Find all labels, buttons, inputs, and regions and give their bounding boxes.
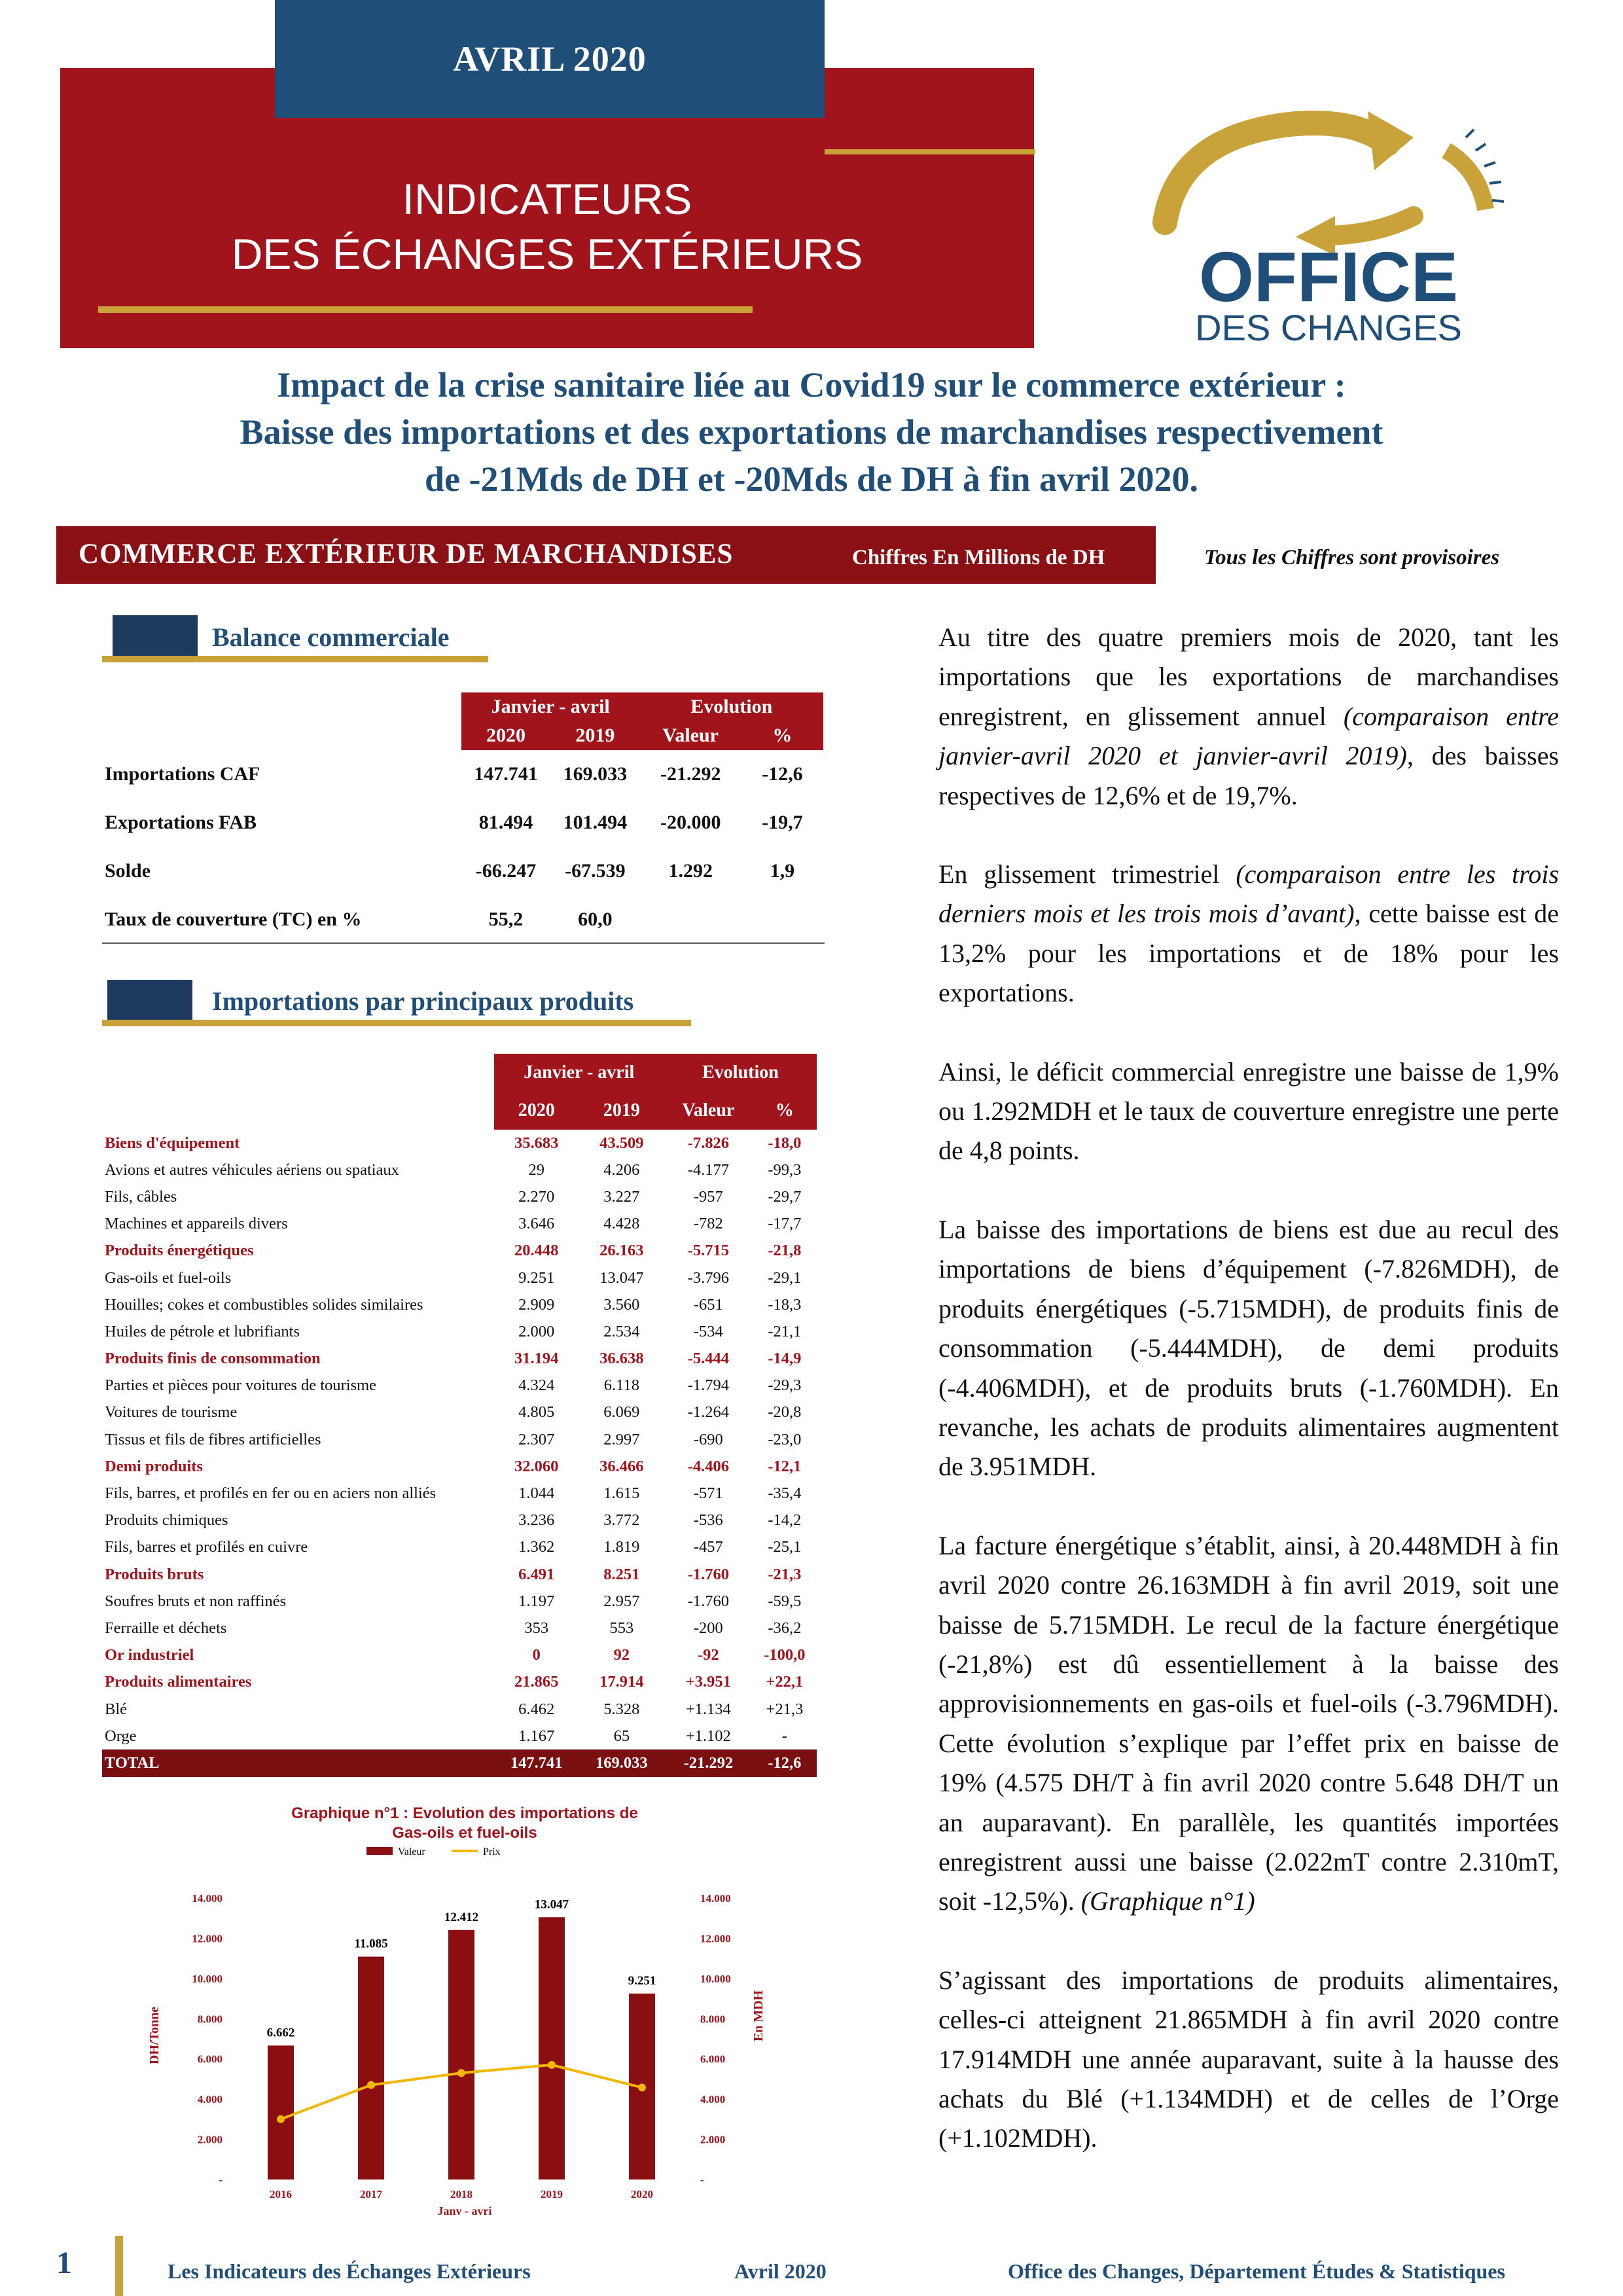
price-point bbox=[638, 2083, 646, 2091]
row-label: Ferraille et déchets bbox=[105, 1619, 227, 1637]
value-2020: 3.236 bbox=[518, 1511, 555, 1530]
y-tick-left: 4.000 bbox=[197, 2093, 223, 2106]
y-tick-right: 6.000 bbox=[700, 2053, 726, 2066]
col-pct: % bbox=[741, 721, 823, 750]
value-change: +1.134 bbox=[685, 1700, 731, 1718]
provisional-note: Tous les Chiffres sont provisoires bbox=[1204, 546, 1500, 569]
row-label: Fils, barres, et profilés en fer ou en aciers non alliés bbox=[105, 1484, 437, 1503]
value-2019: 2.534 bbox=[603, 1322, 640, 1340]
row-label: Solde bbox=[105, 860, 151, 882]
value-2020: 3.646 bbox=[518, 1215, 555, 1233]
table-row bbox=[102, 1615, 817, 1641]
p1-italic: (comparaison entre janvier-avril 2020 et janvier-avril 2019) bbox=[938, 701, 1559, 771]
headline-line-1: Impact de la crise sanitaire liée au Covid19 sur le commerce extérieur : bbox=[277, 365, 1346, 404]
date-label: AVRIL 2020 bbox=[453, 39, 647, 79]
row-label: Produits finis de consommation bbox=[105, 1350, 321, 1368]
row-label: Taux de couverture (TC) en % bbox=[105, 908, 362, 930]
value-change: -1.794 bbox=[687, 1376, 729, 1395]
paragraph-1 bbox=[938, 618, 1559, 816]
value-pct: -12,6 bbox=[753, 1749, 817, 1776]
x-tick: 2017 bbox=[360, 2188, 382, 2200]
subhead-box bbox=[107, 980, 192, 1023]
value-2020: 0 bbox=[532, 1646, 541, 1664]
value-change: +3.951 bbox=[685, 1673, 731, 1691]
col-period: Janvier - avril bbox=[461, 692, 640, 721]
y-tick-left: 2.000 bbox=[197, 2133, 223, 2146]
value-pct: -14,2 bbox=[768, 1511, 802, 1530]
col-2020: 2020 bbox=[494, 1092, 579, 1130]
value-2019: 8.251 bbox=[603, 1565, 640, 1583]
p2-italic: (comparaison entre les trois derniers mois et les trois mois d’avant) bbox=[938, 859, 1560, 929]
balance-heading: Balance commerciale bbox=[212, 622, 450, 652]
value-2019: 36.466 bbox=[599, 1457, 644, 1475]
gasoil-chart bbox=[147, 1800, 779, 2219]
y-tick-right: 8.000 bbox=[700, 2013, 726, 2026]
bar-label: 6.662 bbox=[266, 2026, 295, 2040]
value-2019: 169.033 bbox=[579, 1749, 664, 1776]
col-pct: % bbox=[753, 1092, 817, 1130]
value-change: -7.826 bbox=[687, 1134, 729, 1152]
value-change: -4.177 bbox=[687, 1160, 729, 1179]
bar-label: 12.412 bbox=[444, 1910, 479, 1924]
row-label: Orge bbox=[105, 1727, 137, 1745]
value-change: +1.102 bbox=[685, 1727, 731, 1745]
category-row bbox=[102, 1561, 817, 1588]
row-label: Tissus et fils de fibres artificielles bbox=[105, 1430, 321, 1448]
headline-line-3: de -21Mds de DH et -20Mds de DH à fin avril 2020. bbox=[425, 459, 1198, 499]
bar-2018 bbox=[448, 1930, 474, 2179]
value-change: -782 bbox=[693, 1215, 723, 1233]
y-tick-left: - bbox=[219, 2174, 223, 2186]
value-2020: 20.448 bbox=[514, 1242, 559, 1260]
price-point bbox=[277, 2115, 285, 2123]
x-tick: 2020 bbox=[631, 2188, 653, 2200]
value-pct: 1,9 bbox=[770, 860, 795, 882]
y-tick-left: 8.000 bbox=[197, 2013, 223, 2026]
value-change: -1.760 bbox=[687, 1592, 729, 1610]
value-pct: -14,9 bbox=[768, 1350, 802, 1368]
col-evolution: Evolution bbox=[664, 1054, 817, 1092]
p1-text: Au titre des quatre premiers mois de 2020, tant les importations que les exportations de marchandises enregistrent, en glissement annuel bbox=[938, 622, 1559, 731]
value-change: 1.292 bbox=[668, 860, 713, 882]
value-change: -4.406 bbox=[687, 1457, 729, 1475]
bar-2016 bbox=[268, 2045, 294, 2179]
category-row bbox=[102, 1453, 817, 1480]
table-row bbox=[102, 1480, 817, 1507]
value-pct: -59,5 bbox=[768, 1592, 802, 1610]
row-label: Parties et pièces pour voitures de tourisme bbox=[105, 1376, 377, 1395]
value-change: -571 bbox=[693, 1484, 723, 1503]
x-axis-label: Janv - avri bbox=[437, 2204, 492, 2217]
value-2019: 2.957 bbox=[603, 1592, 640, 1610]
subhead-rule bbox=[102, 656, 488, 662]
value-2020: 6.491 bbox=[518, 1565, 555, 1583]
value-pct: -29,7 bbox=[768, 1187, 802, 1206]
table-row bbox=[102, 1211, 817, 1238]
col-2019: 2019 bbox=[550, 721, 639, 750]
body-text bbox=[938, 618, 1559, 2198]
value-2019: 4.428 bbox=[603, 1215, 640, 1233]
value-change: -1.264 bbox=[687, 1403, 729, 1422]
footer-department: Office des Changes, Département Études & Statistiques bbox=[1008, 2259, 1505, 2283]
value-pct bbox=[741, 895, 823, 944]
x-tick: 2016 bbox=[270, 2188, 292, 2200]
legend-swatch-valeur bbox=[366, 1847, 393, 1855]
row-label: Soufres bruts et non raffinés bbox=[105, 1592, 287, 1610]
y-tick-right: - bbox=[700, 2174, 704, 2186]
row-label: Produits bruts bbox=[105, 1565, 204, 1583]
col-valeur: Valeur bbox=[664, 1092, 753, 1130]
category-row bbox=[102, 1346, 817, 1372]
value-pct: -19,7 bbox=[762, 812, 803, 833]
row-label: Avions et autres véhicules aériens ou spatiaux bbox=[105, 1160, 399, 1179]
table-row bbox=[102, 1183, 817, 1210]
y-tick-left: 14.000 bbox=[192, 1892, 223, 1905]
row-label: Blé bbox=[105, 1700, 128, 1718]
value-change: -690 bbox=[693, 1430, 723, 1448]
value-2020: 2.270 bbox=[518, 1187, 555, 1206]
bar-2017 bbox=[358, 1957, 384, 2179]
subhead-rule bbox=[102, 1020, 691, 1026]
table-row bbox=[102, 1507, 817, 1534]
row-label: Importations CAF bbox=[105, 763, 260, 785]
value-2020: 147.741 bbox=[494, 1749, 579, 1776]
col-2019: 2019 bbox=[579, 1092, 664, 1130]
value-2019: 6.069 bbox=[603, 1403, 640, 1422]
row-label: Huiles de pétrole et lubrifiants bbox=[105, 1322, 300, 1340]
value-pct: -99,3 bbox=[768, 1160, 802, 1179]
value-2020: 2.909 bbox=[518, 1295, 555, 1314]
value-2019: 65 bbox=[613, 1727, 630, 1745]
category-row bbox=[102, 1130, 817, 1157]
paragraph-3: Ainsi, le déficit commercial enregistre une baisse de 1,9% ou 1.292MDH et le taux de couverture enregistre une perte de 4,8 points. bbox=[938, 1056, 1559, 1166]
value-change: -21.292 bbox=[660, 763, 721, 785]
value-pct: -12,1 bbox=[768, 1457, 802, 1475]
y-axis-label-right: En MDH bbox=[751, 1990, 766, 2042]
value-2020: 81.494 bbox=[478, 812, 533, 833]
value-pct: -17,7 bbox=[768, 1215, 802, 1233]
value-change: -21.292 bbox=[664, 1749, 753, 1776]
y-tick-left: 6.000 bbox=[197, 2053, 223, 2066]
value-2019: 6.118 bbox=[603, 1376, 639, 1395]
table-row bbox=[102, 750, 823, 798]
chart-title-line-2: Gas-oils et fuel-oils bbox=[392, 1824, 537, 1842]
value-2020: 31.194 bbox=[514, 1350, 559, 1368]
p1-text-end: , des baisses respectives de 12,6% et de 19,7%. bbox=[938, 741, 1560, 810]
imports-table bbox=[102, 1054, 817, 1777]
page-number: 1 bbox=[56, 2246, 72, 2280]
value-pct: -29,1 bbox=[768, 1268, 802, 1287]
value-change: -534 bbox=[693, 1322, 723, 1340]
value-2020: 2.307 bbox=[518, 1430, 555, 1448]
x-tick: 2019 bbox=[541, 2188, 563, 2200]
value-2020: 6.462 bbox=[518, 1700, 555, 1718]
value-change: -20.000 bbox=[660, 812, 721, 833]
price-point bbox=[548, 2061, 556, 2069]
office-des-changes-logo bbox=[1139, 98, 1518, 347]
value-pct: - bbox=[781, 1727, 787, 1745]
value-pct: -12,6 bbox=[762, 763, 803, 785]
value-pct: -21,1 bbox=[768, 1322, 802, 1340]
headline bbox=[79, 361, 1544, 503]
col-valeur: Valeur bbox=[640, 721, 741, 750]
row-label: Biens d'équipement bbox=[105, 1134, 240, 1152]
paragraph-5 bbox=[938, 1526, 1559, 1922]
value-2019: 3.560 bbox=[603, 1295, 640, 1314]
value-change: -957 bbox=[693, 1187, 723, 1206]
y-tick-left: 12.000 bbox=[192, 1932, 223, 1945]
title-line-1: INDICATEURS bbox=[402, 175, 692, 223]
value-2019: 36.638 bbox=[599, 1350, 644, 1368]
value-2019: 169.033 bbox=[563, 763, 628, 785]
row-label: Gas-oils et fuel-oils bbox=[105, 1268, 232, 1287]
row-label: Fils, barres et profilés en cuivre bbox=[105, 1538, 308, 1556]
value-2020: 9.251 bbox=[518, 1268, 555, 1287]
bar-label: 11.085 bbox=[354, 1937, 388, 1951]
value-2019: 92 bbox=[613, 1646, 630, 1664]
col-2020: 2020 bbox=[461, 721, 550, 750]
value-pct: -21,3 bbox=[768, 1565, 802, 1583]
price-point bbox=[457, 2069, 465, 2077]
imports-heading: Importations par principaux produits bbox=[212, 986, 634, 1016]
value-2019: 553 bbox=[609, 1619, 634, 1637]
row-label: Fils, câbles bbox=[105, 1187, 177, 1206]
row-label: Voitures de tourisme bbox=[105, 1403, 238, 1422]
value-change bbox=[640, 895, 741, 944]
table-row bbox=[102, 1372, 817, 1399]
value-change: -200 bbox=[693, 1619, 723, 1637]
row-label: Produits énergétiques bbox=[105, 1242, 254, 1260]
value-2020: 1.044 bbox=[518, 1484, 555, 1503]
value-2020: -66.247 bbox=[475, 860, 537, 882]
balance-table bbox=[102, 692, 823, 944]
y-tick-right: 4.000 bbox=[700, 2093, 726, 2106]
value-2019: 2.997 bbox=[603, 1430, 640, 1448]
x-tick: 2018 bbox=[450, 2188, 473, 2200]
section-title: COMMERCE EXTÉRIEUR DE MARCHANDISES bbox=[79, 539, 734, 569]
p2-text: En glissement trimestriel bbox=[938, 859, 1236, 889]
row-label: Produits alimentaires bbox=[105, 1673, 252, 1691]
value-change: -92 bbox=[698, 1646, 719, 1664]
value-pct: -18,3 bbox=[768, 1295, 802, 1314]
value-pct: -25,1 bbox=[768, 1538, 802, 1556]
logo-text-office: OFFICE bbox=[1199, 237, 1458, 316]
chart-legend bbox=[366, 1846, 501, 1857]
table-row bbox=[102, 847, 823, 895]
footer-publication: Les Indicateurs des Échanges Extérieurs bbox=[168, 2259, 531, 2283]
category-row bbox=[102, 1669, 817, 1696]
value-2020: 4.324 bbox=[518, 1376, 555, 1395]
p5-italic: (Graphique n°1) bbox=[1080, 1886, 1255, 1916]
value-2019: 13.047 bbox=[599, 1268, 644, 1287]
gold-rule bbox=[825, 149, 1035, 154]
value-change: -651 bbox=[693, 1295, 723, 1314]
paragraph-4: La baisse des importations de biens est due au recul des importations de biens d’équipement (-7.826MDH), de produits énergétiques (-5.715MDH), de produits finis de consommation (-5.444MDH), de demi produits (-4.406MDH), et de produits bruts (-1.760MDH). En revanche, les achats de produits alimentaires augmentent de 3.951MDH. bbox=[938, 1214, 1559, 1482]
value-2020: 4.805 bbox=[518, 1403, 555, 1422]
value-pct: +21,3 bbox=[766, 1700, 804, 1718]
value-2019: 1.615 bbox=[603, 1484, 640, 1503]
table-row bbox=[102, 1291, 817, 1318]
y-tick-right: 2.000 bbox=[700, 2133, 726, 2146]
value-2019: 26.163 bbox=[599, 1242, 644, 1260]
footer-date: Avril 2020 bbox=[734, 2259, 827, 2283]
value-change: -5.715 bbox=[687, 1242, 729, 1260]
paragraph-2 bbox=[938, 855, 1559, 1013]
y-tick-right: 10.000 bbox=[700, 1972, 731, 1985]
value-pct: -100,0 bbox=[764, 1646, 806, 1664]
table-row bbox=[102, 895, 823, 944]
bar-2019 bbox=[539, 1917, 565, 2179]
gold-rule bbox=[98, 306, 753, 313]
y-axis-label-left: DH/Tonne bbox=[147, 2006, 162, 2065]
table-row bbox=[102, 1265, 817, 1291]
value-2019: 4.206 bbox=[603, 1160, 640, 1179]
value-2020: 353 bbox=[524, 1619, 549, 1637]
row-label: Produits chimiques bbox=[105, 1511, 228, 1530]
row-label: Demi produits bbox=[105, 1457, 203, 1475]
title-line-2: DES ÉCHANGES EXTÉRIEURS bbox=[231, 230, 863, 278]
value-change: -1.760 bbox=[687, 1565, 729, 1583]
value-2020: 32.060 bbox=[514, 1457, 559, 1475]
footer-rule bbox=[115, 2236, 123, 2296]
value-2019: 3.772 bbox=[603, 1511, 640, 1530]
y-tick-right: 14.000 bbox=[700, 1892, 731, 1905]
value-change: -536 bbox=[693, 1511, 723, 1530]
col-period: Janvier - avril bbox=[494, 1054, 664, 1092]
value-pct: +22,1 bbox=[766, 1673, 804, 1691]
value-2020: 29 bbox=[528, 1160, 544, 1179]
value-2020: 147.741 bbox=[474, 763, 538, 785]
p2-text-end: , cette baisse est de 13,2% pour les importations et de 18% pour les exportations. bbox=[938, 899, 1559, 1008]
value-2019: 1.819 bbox=[603, 1538, 640, 1556]
table-row bbox=[102, 1426, 817, 1453]
price-point bbox=[367, 2081, 375, 2089]
value-pct: -18,0 bbox=[768, 1134, 802, 1152]
value-pct: -29,3 bbox=[768, 1376, 802, 1395]
row-label: Or industriel bbox=[105, 1646, 194, 1664]
value-pct: -21,8 bbox=[768, 1242, 802, 1260]
value-2019: 43.509 bbox=[599, 1134, 644, 1152]
value-change: -457 bbox=[693, 1538, 723, 1556]
legend-label-valeur: Valeur bbox=[398, 1846, 425, 1857]
value-pct: -36,2 bbox=[768, 1619, 802, 1637]
date-tab bbox=[275, 0, 825, 118]
value-2020: 55,2 bbox=[488, 908, 524, 930]
value-2019: 17.914 bbox=[599, 1673, 644, 1691]
value-2019: -67.539 bbox=[565, 860, 626, 882]
value-2020: 1.197 bbox=[518, 1592, 555, 1610]
value-2020: 21.865 bbox=[514, 1673, 559, 1691]
value-pct: -20,8 bbox=[768, 1403, 802, 1422]
bar-label: 9.251 bbox=[628, 1973, 656, 1988]
table-rule bbox=[102, 942, 825, 944]
value-2019: 101.494 bbox=[563, 812, 628, 833]
value-2020: 1.167 bbox=[518, 1727, 555, 1745]
table-row bbox=[102, 1588, 817, 1615]
category-row bbox=[102, 1238, 817, 1265]
value-2020: 1.362 bbox=[518, 1538, 555, 1556]
subhead-box bbox=[113, 615, 198, 658]
col-evolution: Evolution bbox=[640, 692, 823, 721]
unit-note: Chiffres En Millions de DH bbox=[852, 546, 1105, 569]
row-label: Houilles; cokes et combustibles solides similaires bbox=[105, 1295, 423, 1314]
logo-text-des-changes: DES CHANGES bbox=[1195, 307, 1462, 348]
table-row bbox=[102, 1318, 817, 1345]
value-2020: 2.000 bbox=[518, 1322, 555, 1340]
legend-label-prix: Prix bbox=[483, 1846, 501, 1857]
total-row bbox=[102, 1749, 817, 1776]
value-change: -3.796 bbox=[687, 1268, 729, 1287]
headline-line-2: Baisse des importations et des exportations de marchandises respectivement bbox=[240, 412, 1383, 452]
chart-title-line-1: Graphique n°1 : Evolution des importations de bbox=[291, 1804, 638, 1822]
row-label: TOTAL bbox=[102, 1749, 494, 1776]
chart-bars bbox=[267, 1897, 656, 2200]
bar-label: 13.047 bbox=[534, 1897, 569, 1912]
p5-text: La facture énergétique s’établit, ainsi, à 20.448MDH à fin avril 2020 contre 26.163MDH à fin avril 2019, soit une baisse de 5.715MDH. Le recul de la facture énergétique (-21,8%) est dû essentiellement à la baisse des approvisionnements en gas-oils et fuel-oils (-3.796MDH). Cette évolution s’explique par l’effet prix en baisse de 19% (4.575 DH/T à fin avril 2020 contre 5.648 DH/T un an auparavant). En parallèle, les quantités importées enregistrent aussi une baisse (2.022mT contre 2.310mT, soit -12,5%). bbox=[938, 1530, 1559, 1916]
table-row bbox=[102, 1696, 817, 1723]
value-2020: 35.683 bbox=[514, 1134, 559, 1152]
row-label: Machines et appareils divers bbox=[105, 1215, 288, 1233]
table-row bbox=[102, 1534, 817, 1561]
value-2019: 3.227 bbox=[603, 1187, 640, 1206]
category-row bbox=[102, 1642, 817, 1669]
table-row bbox=[102, 1157, 817, 1183]
value-2019: 60,0 bbox=[578, 908, 613, 930]
table-row bbox=[102, 1723, 817, 1749]
page-title bbox=[60, 171, 1034, 281]
table-row bbox=[102, 798, 823, 847]
y-tick-right: 12.000 bbox=[700, 1932, 731, 1945]
value-pct: -35,4 bbox=[768, 1484, 802, 1503]
y-tick-left: 10.000 bbox=[192, 1972, 223, 1985]
paragraph-6: S’agissant des importations de produits alimentaires, celles-ci atteignent 21.865MDH à fin avril 2020 contre 17.914MDH une année auparavant, suite à la hausse des achats du Blé (+1.134MDH) et de celles de l’Orge (+1.102MDH). bbox=[938, 1965, 1559, 2153]
row-label: Exportations FAB bbox=[105, 812, 257, 833]
value-pct: -23,0 bbox=[768, 1430, 802, 1448]
value-2019: 5.328 bbox=[603, 1700, 640, 1718]
value-change: -5.444 bbox=[687, 1350, 729, 1368]
table-row bbox=[102, 1399, 817, 1426]
